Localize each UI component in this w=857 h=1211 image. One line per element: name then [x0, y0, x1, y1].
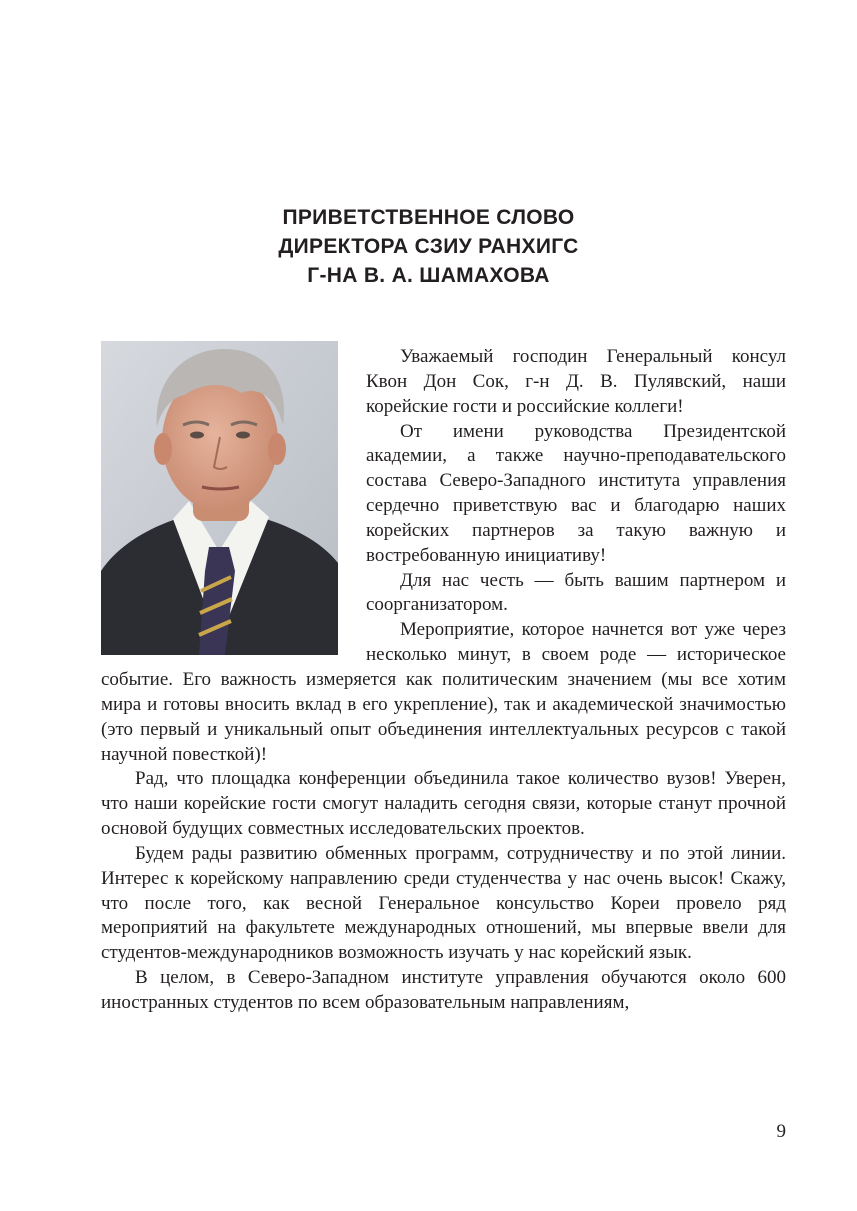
paragraph-2: От имени руководства Президентской академии, а также научно-преподавательского состава Северо-Западного института управления сердечно приветствую вас и благодарю наших корейских партнеров за такую важную и востребованную инициативу! [366, 420, 786, 566]
title-line-1: ПРИВЕТСТВЕННОЕ СЛОВО [282, 206, 575, 229]
paragraph-5: Рад, что площадка конференции объединила такое количество вузов! Уверен, что наши корейские гости смогут наладить сегодня связи, которые станут прочной основой будущих совместных исследовательских проектов. [101, 768, 786, 840]
paragraph-1: Уважаемый господин Генеральный консул Квон Дон Сок, г-н Д. В. Пулявский, наши корейские гости и российские коллеги! [366, 346, 786, 417]
paragraph-7: В целом, в Северо-Западном институте управления обучаются около 600 иностранных студентов по всем образовательным направлениям, [101, 967, 786, 1013]
title-line-2: ДИРЕКТОРА СЗИУ РАНХИГС [278, 235, 579, 258]
paragraph-4: Мероприятие, которое начнется вот уже через несколько минут, в своем роде — историческое событие. Его важность измеряется как политическим значением (мы все хотим мира и готовы вносить вклад в его укрепление), так и академической значимостью (это первый и уникальный опыт объединения интеллектуальных ресурсов с такой научной повесткой)! [101, 619, 786, 765]
page-title [0, 203, 857, 290]
paragraph-3: Для нас честь — быть вашим партнером и соорганизатором. [366, 569, 786, 616]
paragraph-6: Будем рады развитию обменных программ, сотрудничеству и по этой линии. Интерес к корейскому направлению среди студенчества у нас очень высок! Скажу, что после того, как весной Генеральное консульство Кореи провело ряд мероприятий на факультете международных отношений, мы впервые ввели для студентов-международников возможность изучать у нас корейский язык. [101, 842, 786, 964]
photo-wrap-spacer [101, 345, 366, 655]
title-line-3: Г-НА В. А. ШАМАХОВА [307, 264, 550, 287]
article-body [101, 345, 786, 1016]
page-number: 9 [776, 1121, 786, 1142]
